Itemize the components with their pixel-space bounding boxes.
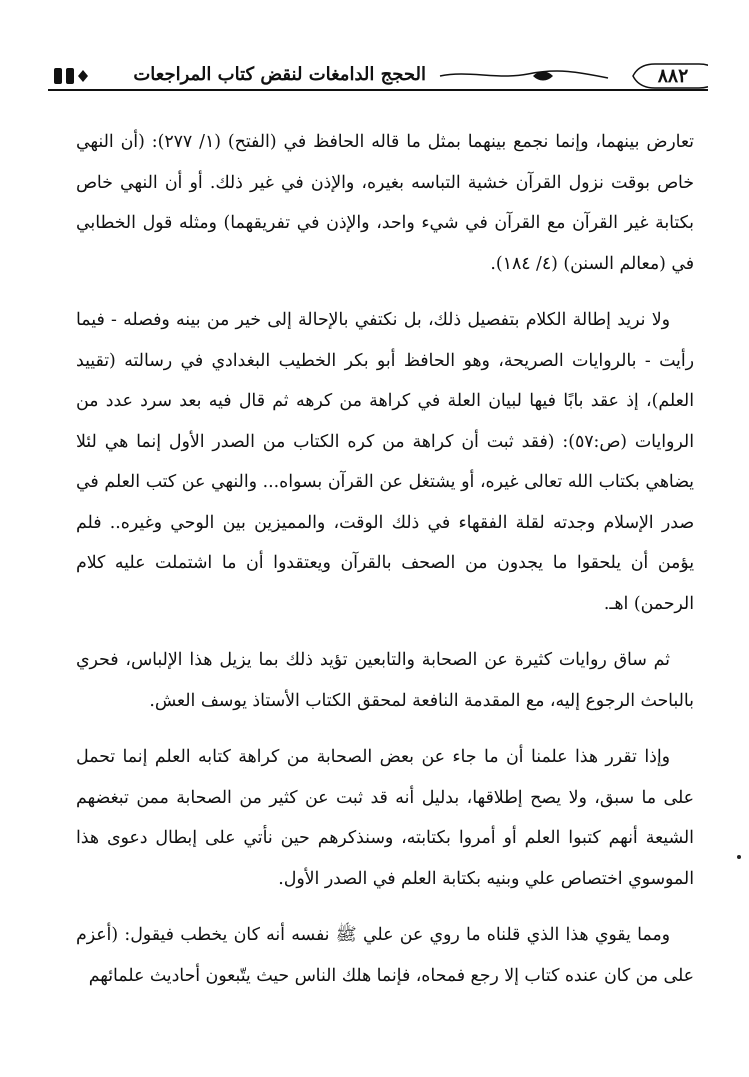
body-text: [76, 122, 694, 996]
paragraph: وإذا تقرر هذا علمنا أن ما جاء عن بعض الصحابة من كراهة كتابه العلم إنما تحمل على ما سبق، ولا يصح إطلاقها، بدليل أنه قد ثبت عن كثير من الصحابة ممن تبغضهم الشيعة أنهم كتبوا العلم أو أمروا بكتابته، وسنذكرهم حين نأتي على إبطال دعوى هذا الموسوي اختصاص علي وبنيه بكتابة العلم في الصدر الأول.: [76, 747, 694, 889]
paragraph: ثم ساق روايات كثيرة عن الصحابة والتابعين تؤيد ذلك بما يزيل هذا الإلباس، فحري بالباحث الرجوع إليه، مع المقدمة النافعة لمحقق الكتاب الأستاذ يوسف العش.: [76, 650, 694, 711]
margin-dot: [737, 855, 741, 859]
page-number: ٨٨٢: [657, 65, 689, 87]
running-header: [48, 56, 708, 96]
paragraph: ولا نريد إطالة الكلام بتفصيل ذلك، بل نكتفي بالإحالة إلى خير من بينه وفصله - فيما رأيت - بالروايات الصريحة، وهو الحافظ أبو بكر الخطيب البغدادي في رسالته (تقييد العلم)، إذ عقد بابًا فيها لبيان العلة في كراهة من كرهه ثم قال فيه بعد سرد عدد من الروايات (ص:٥٧): (فقد ثبت أن كراهة من كره الكتاب من الصدر الأول إنما هي لئلا يضاهي بكتاب الله تعالى غيره، أو يشتغل عن القرآن بسواه... والنهي عن كتب العلم في صدر الإسلام وجدته لقلة الفقهاء في ذلك الوقت، والمميزين بين الوحي وغيره.. فلم يؤمن أن يلحقوا ما يجدون من الصحف بالقرآن ويعتقدوا أن ما اشتملت عليه كلام الرحمن) اهـ.: [76, 310, 694, 614]
paragraph: تعارض بينهما، وإنما نجمع بينهما بمثل ما قاله الحافظ في (الفتح) (١/ ٢٧٧): (أن النهي خاص بوقت نزول القرآن خشية التباسه بغيره، والإذن في غير ذلك. أو أن النهي خاص بكتابة غير القرآن مع القرآن في شيء واحد، والإذن في تفريقهما) ومثله قول الخطابي في (معالم السنن) (٤/ ١٨٤).: [76, 132, 694, 274]
paragraph: ومما يقوي هذا الذي قلناه ما روي عن علي ﷺ نفسه أنه كان يخطب فيقول: (أعزم على من كان عنده كتاب إلا رجع فمحاه، فإنما هلك الناس حيث يتّبعون أحاديث علمائهم: [76, 925, 694, 986]
running-title: الحجج الدامغات لنقض كتاب المراجعات: [133, 64, 426, 85]
